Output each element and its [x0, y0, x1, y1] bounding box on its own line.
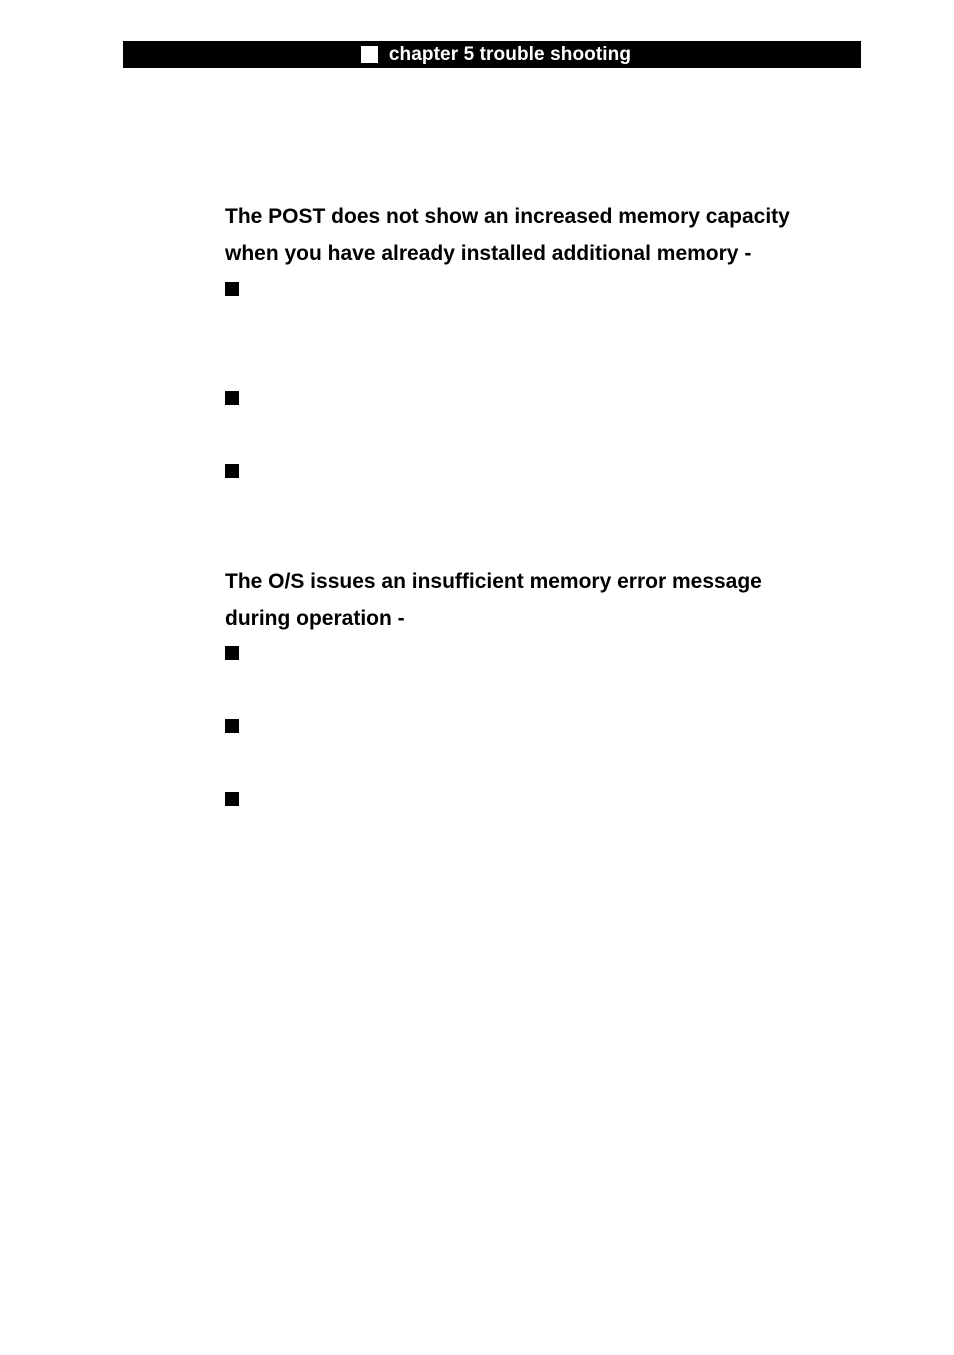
section-heading-line: when you have already installed additional memory -	[225, 242, 752, 265]
section-heading-line: The POST does not show an increased memory capacity	[225, 205, 790, 228]
bullet-square-icon	[225, 464, 239, 478]
bullet-square-icon	[225, 282, 239, 296]
square-icon	[361, 46, 378, 63]
bullet-square-icon	[225, 391, 239, 405]
bullet-square-icon	[225, 792, 239, 806]
bullet-square-icon	[225, 719, 239, 733]
chapter-title: chapter 5 trouble shooting	[388, 43, 632, 65]
section-heading-line: during operation -	[225, 607, 405, 630]
section-heading-line: The O/S issues an insufficient memory error message	[225, 570, 762, 593]
bullet-square-icon	[225, 646, 239, 660]
section-insufficient-memory	[225, 563, 865, 823]
section-memory-capacity	[225, 198, 865, 498]
chapter-header-bar	[123, 41, 861, 68]
